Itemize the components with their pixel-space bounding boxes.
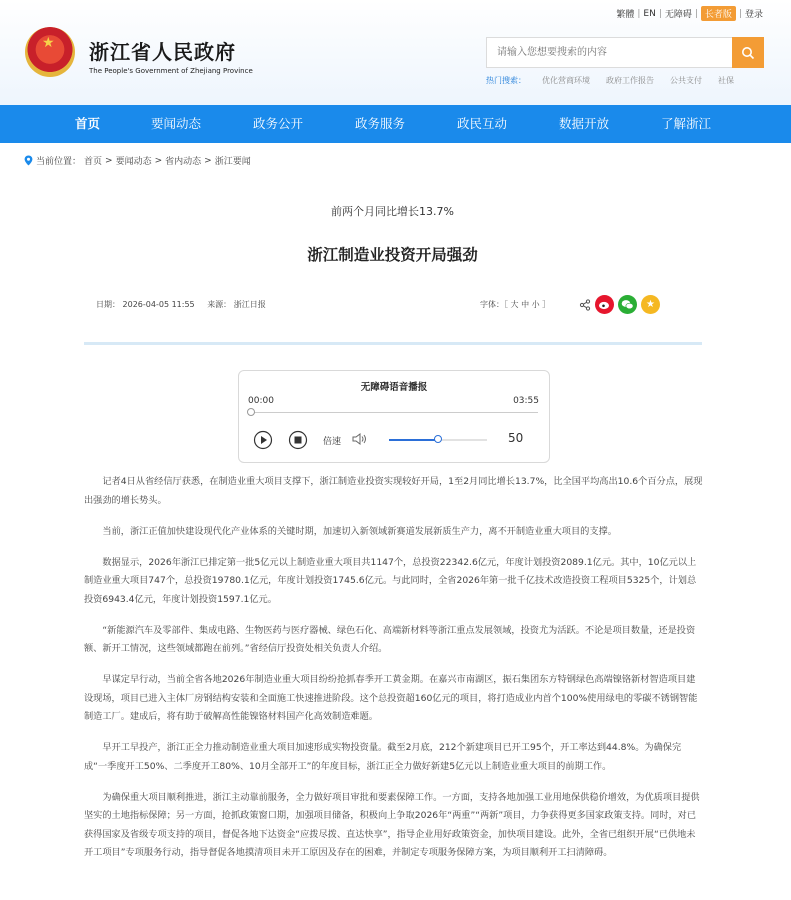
login-link[interactable]: 登录 — [744, 10, 763, 20]
article-title: 浙江制造业投资开局强劲 — [307, 246, 478, 264]
nav-item-home[interactable]: 首页 — [75, 116, 101, 131]
wechat-icon[interactable] — [618, 295, 637, 314]
nav-item-about[interactable]: 了解浙江 — [661, 116, 712, 131]
article-meta — [96, 299, 276, 310]
share-bar — [579, 295, 660, 314]
article-paragraph: 当前，浙江正值加快建设现代化产业体系的关键时期，加速切入新领域新赛道发展新质生产力，离不开制造业重大项目的支撑。 — [102, 525, 617, 537]
national-emblem-logo — [25, 27, 75, 77]
volume-fill — [389, 439, 438, 441]
top-utility-bar: 繁體 | EN | 无障碍 | 长者版 | 登录 — [616, 6, 763, 21]
nav-item-news[interactable]: 要闻动态 — [151, 116, 202, 131]
favorite-icon[interactable]: ★ — [641, 295, 660, 314]
article-paragraph: 为确保重大项目顺利推进，浙江主动靠前服务，全力做好项目审批和要素保障工作。一方面，支持各地加强工业用地保供稳价增效，为优质项目提供坚实的土地指标保障；另一方面，抢抓政策窗口期，加强项目储备，积极向上争取2026年“两重”“两新”项目，力争获得更多国家政策支持。同时，对已获得国家及省级专项支持的项目，督促各地下达资金“应拨尽拨、直达快享”，指导企业用好政策资金，加快项目建设。此外，全省已组织开展“已供地未开工项目”专项服务行动，指导督促各地摸清项目未开工原因及存在的困难，并制定专项服务保障方案，为项目顺利开工扫清障碍。 — [84, 791, 700, 858]
player-title: 无障碍语音播报 — [360, 382, 428, 393]
breadcrumb: 当前位置： 首页 > 要闻动态 > 省内动态 > 浙江要闻 — [24, 154, 251, 167]
hot-search — [486, 75, 734, 86]
current-time: 00:00 — [248, 396, 274, 406]
volume-handle[interactable] — [434, 435, 442, 443]
play-icon[interactable] — [253, 430, 273, 450]
progress-track[interactable] — [249, 412, 538, 413]
nav-item-gov-open[interactable]: 政务公开 — [253, 116, 304, 131]
font-size-control[interactable]: 字体：［ 大 中 小 ］ — [480, 300, 551, 309]
speed-button[interactable]: 倍速 — [323, 437, 342, 447]
article-paragraph: 数据显示，2026年浙江已排定第一批5亿元以上制造业重大项目共1147个，总投资22342.6亿元，年度计划投资2089.1亿元。其中，10亿元以上制造业重大项目747个，总投资19780.1亿元，年度计划投资1745.6亿元。与此同时，全省2026年第一批千亿技术改造投资工程项目5325个，计划总投资6943.4亿元，年度计划投资1597.1亿元。 — [84, 556, 697, 605]
nav-item-data[interactable]: 数据开放 — [559, 116, 610, 131]
elder-version-button[interactable]: 长者版 — [701, 6, 736, 21]
article-date: 日期： 2026-04-05 11:55 — [96, 300, 195, 309]
accessible-link[interactable]: 无障碍 — [664, 10, 692, 20]
total-time: 03:55 — [513, 396, 539, 406]
hot-search-label: 热门搜索： — [486, 76, 526, 85]
location-pin-icon — [24, 155, 33, 166]
article-paragraph: 记者4日从省经信厅获悉，在制造业重大项目支撑下，浙江制造业投资实现较好开局，1至2月同比增长13.7%，比全国平均高出10.6个百分点，展现出强劲的增长势头。 — [84, 476, 703, 506]
article-body — [84, 473, 704, 875]
article-paragraph: 早开工早投产，浙江正全力推动制造业重大项目加速形成实物投资量。截至2月底，212个新建项目已开工95个，开工率达到44.8%。为确保完成“一季度开工50%、二季度开工80%、10月全部开工”的年度目标，浙江正全力做好新建5亿元以上制造业重大项目的前期工作。 — [84, 742, 682, 772]
volume-value: 50 — [508, 431, 524, 445]
share-icon[interactable] — [579, 299, 591, 311]
search-button[interactable] — [732, 37, 764, 68]
breadcrumb-item[interactable]: 要闻动态 — [115, 157, 152, 167]
article-subtitle: 前两个月同比增长13.7% — [331, 205, 454, 218]
nav-item-interaction[interactable]: 政民互动 — [457, 116, 508, 131]
stop-icon[interactable] — [288, 430, 308, 450]
title-divider — [84, 342, 702, 345]
article-source: 来源： 浙江日报 — [207, 300, 266, 309]
main-nav — [0, 105, 791, 143]
progress-handle[interactable] — [247, 408, 255, 416]
hot-search-term[interactable]: 优化营商环境 — [542, 76, 590, 85]
breadcrumb-item[interactable]: 省内动态 — [165, 157, 202, 167]
breadcrumb-prefix: 当前位置： — [36, 157, 82, 167]
search-input[interactable] — [486, 37, 732, 68]
traditional-chinese-link[interactable]: 繁體 — [616, 10, 635, 20]
site-subtitle: The People's Government of Zhejiang Province — [89, 67, 253, 75]
nav-item-gov-service[interactable]: 政务服务 — [355, 116, 406, 131]
hot-search-term[interactable]: 社保 — [718, 76, 734, 85]
english-link[interactable]: EN — [643, 8, 656, 19]
search-box — [486, 37, 764, 68]
weibo-icon[interactable] — [595, 295, 614, 314]
site-title[interactable]: 浙江省人民政府 — [89, 40, 236, 64]
breadcrumb-item[interactable]: 浙江要闻 — [214, 157, 251, 167]
search-icon — [741, 46, 755, 60]
audio-player — [238, 370, 550, 463]
hot-search-term[interactable]: 公共支付 — [670, 76, 702, 85]
article-paragraph: 早谋定早行动，当前全省各地2026年制造业重大项目纷纷抢抓春季开工黄金期。在嘉兴市南湖区，振石集团东方特钢绿色高端镍铬新材智造项目建设现场，项目已进入主体厂房钢结构安装和全面施工快速推进阶段。这个总投资超160亿元的项目，将打造成业内首个100%使用绿电的零碳不锈钢智能制造工厂。建成后，将有助于破解高性能镍铬材料国产化高效制造难题。 — [84, 674, 698, 722]
hot-search-term[interactable]: 政府工作报告 — [606, 76, 654, 85]
emblem-star-icon: ★ — [42, 35, 55, 51]
volume-icon[interactable] — [352, 432, 368, 446]
article-paragraph: “新能源汽车及零部件、集成电路、生物医药与医疗器械、绿色石化、高端新材料等浙江重点发展领域，投资尤为活跃。不论是项目数量，还是投资额、新开工情况，这些领域都跑在前列。”省经信厅投资处相关负责人介绍。 — [84, 624, 696, 654]
breadcrumb-item[interactable]: 首页 — [84, 157, 103, 167]
